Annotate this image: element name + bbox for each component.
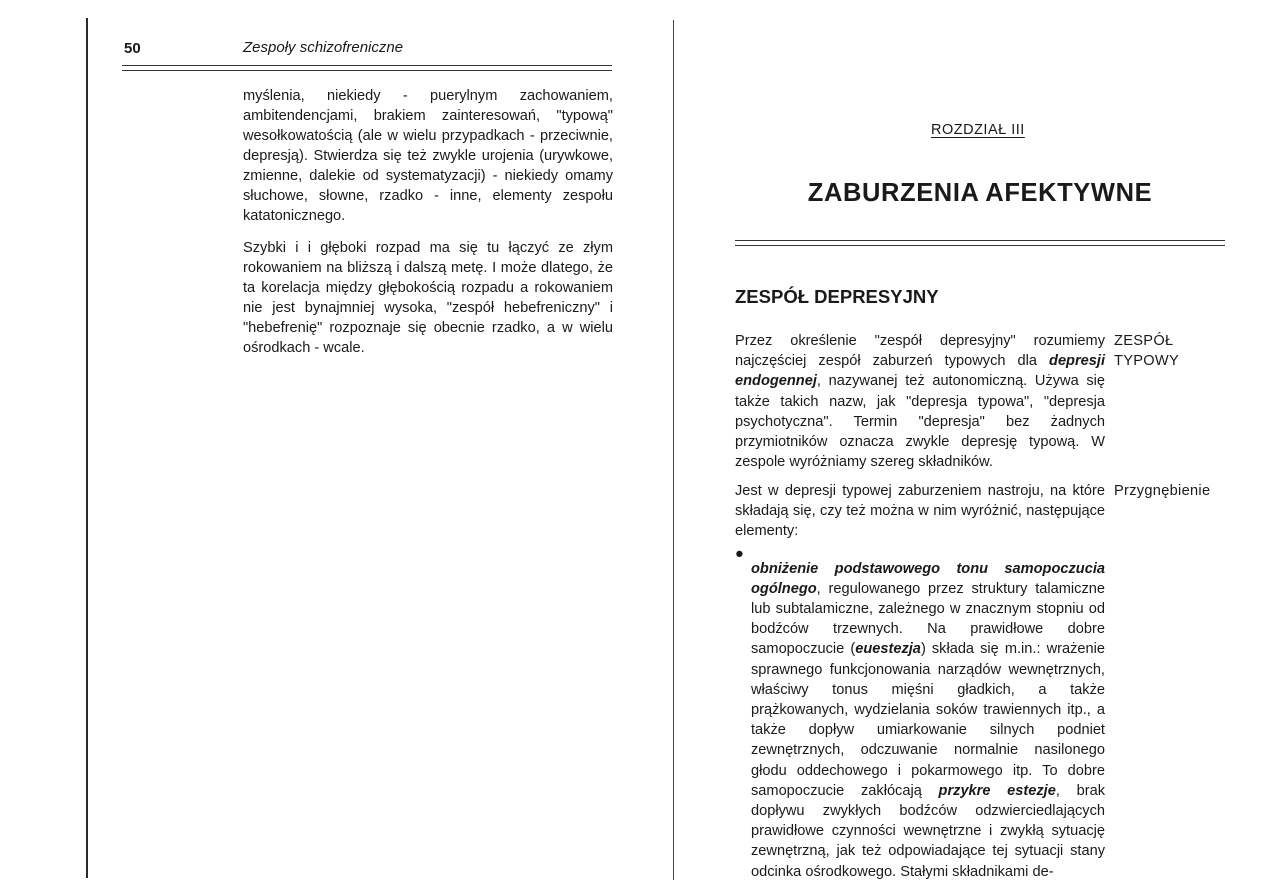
margin-note (1114, 331, 1179, 371)
paragraph: Szybki i i głęboki rozpad ma się tu łączyć ze złym rokowaniem na bliższą i dalszą metę. I może dlatego, że ta korelacja między głębokością rozpadu a rokowaniem nie jest bynajmniej wysoka, "zespół hebefreniczny" i "hebefrenię" rozpoznaje się obecnie rzadko, a w wielu ośrodkach - wcale. (243, 240, 613, 356)
text-run: Przez określenie "zespół depresyjny" rozumiemy najczęściej zespół zaburzeń typowych dla (735, 333, 1105, 370)
chapter-rule-double (735, 245, 1225, 246)
chapter-rule (735, 240, 1225, 241)
text-run: , regulowanego przez struktury talamiczne lub subtalamiczne, zależnego w znacznym stopniu od bodźców trzewnych. Na prawidłowe dobre samopoczucie ( (751, 580, 1105, 658)
emphasis: obniżenie podstawowego tonu samopoczucia ogólnego (751, 560, 1105, 597)
margin-note: Przygnębienie (1114, 483, 1211, 499)
chapter-label: ROZDZIAŁ III (931, 122, 1025, 138)
running-head: Zespoły schizofreniczne (243, 39, 404, 56)
list-item (735, 544, 1105, 896)
paragraph (735, 481, 1105, 542)
chapter-title: ZABURZENIA AFEKTYWNE (807, 179, 1153, 207)
header-rule-double (122, 70, 612, 71)
bullet-icon: ● (735, 546, 744, 562)
paragraph (735, 331, 1105, 472)
header-rule (122, 65, 612, 66)
text-run: , brak dopływu zwykłych bodźców odzwierciedlających prawidłowe czynności wewnętrzne i zwykłą sytuację zewnętrzną, jak też odpowiadające tej sytuacji stany odcinka ośrodkowego. Stałymi składnikami de- (751, 782, 1106, 880)
section-title: ZESPÓŁ DEPRESYJNY (735, 286, 939, 307)
emphasis: euestezja (855, 641, 921, 658)
margin-note-line: ZESPÓŁ (1114, 333, 1174, 349)
text-run: ) składa się m.in.: wrażenie sprawnego funkcjonowania narządów wewnętrznych, właściwy tonus mięśni gładkich, a także prążkowanych, wydzielania soków trawiennych itp., a także dopływ umiarkowanie silnych podniet zewnętrznych, odczuwanie normalnie nasilonego głodu oddechowego i pokarmowego itp. To dobre samopoczucie zakłócają (751, 641, 1105, 799)
left-body-text (243, 86, 613, 358)
text-run: Jest w depresji typowej zaburzeniem nastroju, na które składają się, czy też można w nim wyróżnić, następujące elementy: (735, 483, 1105, 540)
margin-note-line: TYPOWY (1114, 353, 1180, 369)
emphasis: depresji endogennej (735, 353, 1105, 390)
text-run: , nazywanej też autonomiczną. Używa się także takich nazw, jak "depresja typowa", "depresja psychotyczna". Termin "depresja" bez żadnych przymiotników oznacza zwykle depresję typową. W zespole wyróżniamy szereg składników. (735, 373, 1105, 471)
paragraph: myślenia, niekiedy - puerylnym zachowaniem, ambitendencjami, brakiem zainteresowań, "typową" wesołkowatością (ale w wielu przypadkach - przeciwnie, depresją). Stwierdza się też zwykle urojenia (urywkowe, zmienne, dalekie od systematyzacji) - niekiedy omamy słuchowe, słowne, rzadko - inne, elementy zespołu katatonicznego. (243, 88, 613, 224)
page-number: 50 (124, 40, 141, 57)
left-edge-line (86, 18, 88, 878)
emphasis: przykre estezje (938, 782, 1056, 799)
